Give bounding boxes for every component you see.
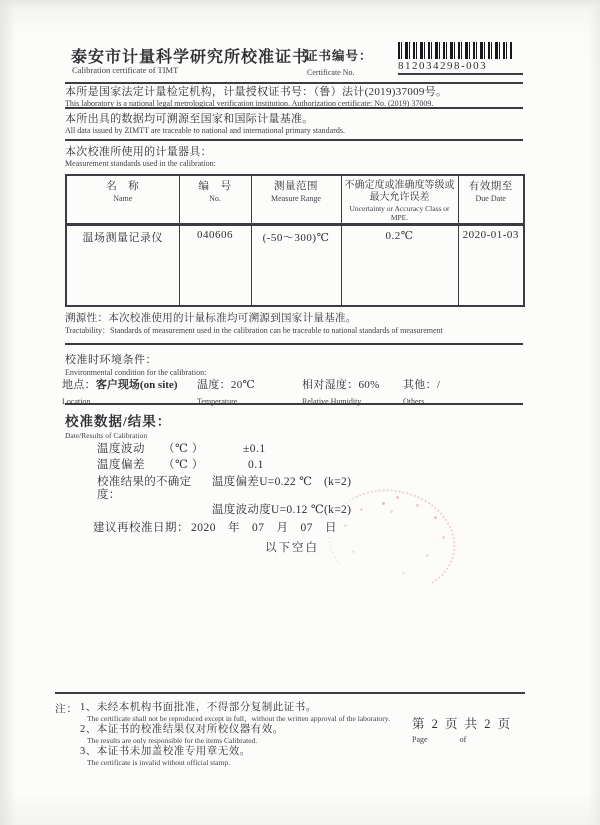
cell-instrument-name: 温场测量记录仪 [66, 225, 179, 307]
cell-due-date: 2020-01-03 [458, 225, 524, 307]
page-title: 泰安市计量科学研究所校准证书 [71, 49, 310, 66]
col-uncertainty-en: Uncertainty or Accuracy Class or MPE. [349, 204, 450, 222]
blank-below-note: 以下空白 [265, 542, 319, 554]
statement-authorization [65, 84, 523, 109]
env-temperature-value: 20℃ [230, 379, 256, 391]
page-label: Page [412, 735, 428, 744]
results-section [65, 405, 523, 555]
env-others-value: / [436, 379, 441, 391]
uncertainty-label: 校准结果的不确定度： [97, 476, 192, 501]
barcode-image [398, 42, 512, 59]
col-range-zh: 测量范围 [274, 181, 318, 192]
col-range-en: Measure Range [271, 194, 321, 203]
col-uncertainty [341, 175, 458, 225]
result-fluctuation-name: 温度波动 [97, 443, 145, 455]
footer [55, 692, 525, 767]
env-humidity-value: 60% [358, 379, 380, 391]
divider [398, 73, 523, 75]
note-2-en: The results are only responsible for the items Calibrated. [87, 735, 258, 745]
certificate-number-block [398, 42, 523, 75]
uncertainty-row [65, 476, 523, 502]
results-heading-en: Date/Results of Calibration [65, 431, 148, 440]
environment-heading-en: Environmental condition for the calibration: [65, 368, 207, 377]
certificate-number-labels [305, 46, 373, 77]
table-row [66, 225, 524, 307]
col-name-en: Name [113, 194, 133, 203]
env-humidity [302, 375, 380, 406]
environment-heading-zh: 校准时环境条件： [65, 354, 157, 366]
cell-measure-range: (-50～300)℃ [251, 225, 341, 307]
standards-table-header-row [66, 175, 524, 225]
env-humidity-label: 相对湿度： [302, 379, 359, 391]
page-indicator-zh: 第 2 页 共 2 页 [412, 717, 513, 731]
statement-traceable-en: All data issued by ZIMTT are traceable to national and international primary standards. [65, 126, 345, 135]
result-fluctuation-value: ±0.1 [243, 443, 266, 455]
statement-authorization-en: This laboratory is a national legal metrological verification institution. Authorization certificate: No. (2019) 37009. [65, 99, 434, 108]
env-temperature-label: 温度： [197, 379, 231, 391]
col-due-date-zh: 有效期至 [468, 181, 513, 192]
page-indicator [412, 714, 532, 744]
col-range [251, 175, 341, 225]
certificate-number-value: 812034298-003 [398, 60, 488, 72]
note-1-zh: 1、未经本机构书面批准，不得部分复制此证书。 [80, 702, 317, 713]
recalibration-row [65, 521, 523, 535]
note-3-zh: 3、本证书未加盖校准专用章无效。 [80, 746, 251, 757]
certificate-number-label: 证书编号： [305, 49, 373, 63]
certificate-number-label-en: Certificate No. [307, 68, 355, 77]
note-1-en: The certificate shall not be reproduced except in full，without the written approval of the laboratory. [87, 713, 390, 723]
env-temperature [197, 375, 255, 406]
notes-label: 注： [55, 704, 78, 715]
recalibration-date: 2020 年 07 月 07 日 [191, 522, 337, 534]
col-no-zh: 编 号 [198, 181, 232, 192]
col-name [66, 175, 179, 225]
standards-intro [65, 141, 523, 174]
standards-table [65, 174, 525, 307]
uncertainty-line-1: 温度偏差U=0.22 ℃ (k=2) [212, 476, 352, 488]
col-no-en: No. [209, 194, 221, 203]
uncertainty-line-2: 温度波动度U=0.12 ℃(k=2) [212, 504, 352, 516]
traceability-statement [65, 307, 523, 345]
cell-instrument-no: 040606 [179, 225, 251, 307]
certificate-header [65, 42, 523, 84]
result-deviation-name: 温度偏差 [97, 459, 145, 471]
note-3-en: The certificate is invalid without official stamp. [87, 757, 230, 767]
env-location-value: 客户现场(on site) [95, 379, 178, 391]
statement-traceable-zh: 本所出具的数据均可溯源至国家和国际计量基准。 [65, 113, 314, 125]
recalibration-label: 建议再校准日期： [93, 522, 189, 534]
standards-intro-zh: 本次校准所使用的计量器具： [65, 146, 212, 158]
col-name-zh: 名 称 [106, 181, 140, 192]
col-due-date-en: Due Date [475, 194, 506, 203]
cell-uncertainty: 0.2℃ [341, 225, 458, 307]
env-humidity-label-en: Relative Humidity [302, 397, 362, 406]
statement-authorization-zh: 本所是国家法定计量检定机构，计量授权证书号：（鲁）法计(2019)37009号。 [65, 86, 448, 98]
page-indicator-en [412, 735, 532, 744]
env-temperature-label-en: Temperature [197, 397, 238, 406]
of-label: of [459, 735, 467, 744]
env-location [62, 375, 177, 406]
certificate-content [62, 42, 523, 555]
result-deviation-value: 0.1 [248, 459, 264, 471]
result-row-deviation [65, 459, 523, 472]
env-location-label: 地点： [62, 379, 96, 391]
env-others-label: 其他： [403, 379, 437, 391]
page-title-en: Calibration certificate of TIMT [72, 65, 179, 75]
result-fluctuation-unit: （℃ ） [163, 443, 204, 455]
results-heading-zh: 校准数据/结果： [65, 414, 172, 429]
traceability-en: Tractability：Standards of measurement used in the calibration can be traceable to national standards of measurement [65, 326, 443, 335]
env-others [403, 375, 440, 406]
traceability-zh: 溯源性：本次校准使用的计量标准均可溯源到国家计量基准。 [65, 313, 357, 324]
notes-list [80, 701, 390, 767]
environment-section [62, 345, 523, 406]
col-no [179, 175, 251, 225]
col-due-date [458, 175, 524, 225]
result-deviation-unit: （℃ ） [163, 459, 204, 471]
env-others-label-en: Others [403, 397, 425, 406]
statement-traceable [65, 109, 523, 141]
result-row-fluctuation [65, 443, 523, 456]
standards-intro-en: Measurement standards used in the calibration: [65, 159, 216, 168]
col-uncertainty-zh: 不确定度或准确度等级或最大允许误差 [344, 180, 455, 203]
note-2-zh: 2、本证书的校准结果仅对所校仪器有效。 [80, 724, 284, 735]
env-location-label-en: Location [62, 397, 91, 406]
